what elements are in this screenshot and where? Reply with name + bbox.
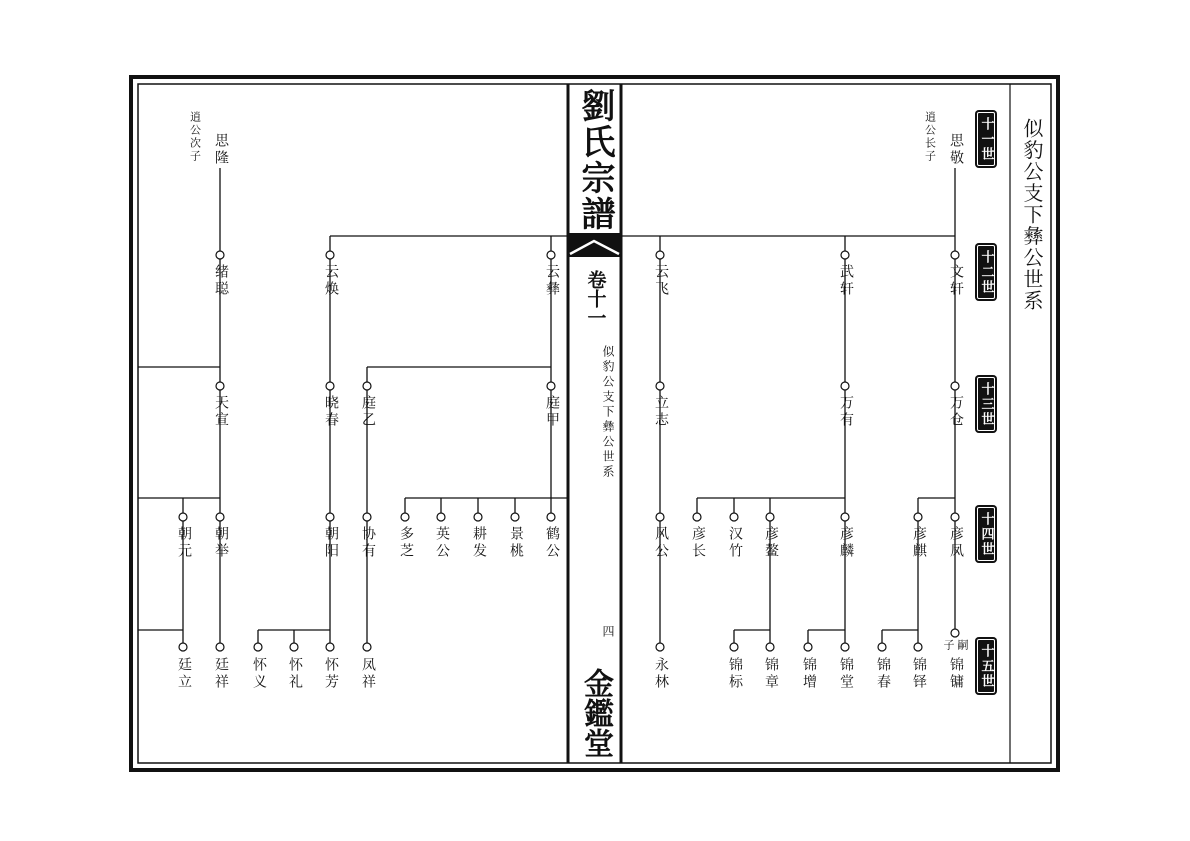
node-marker bbox=[951, 629, 959, 637]
hall-name: 金鑑堂 bbox=[578, 668, 613, 758]
person-name: 英公 bbox=[434, 526, 450, 560]
person-name: 万仓 bbox=[948, 395, 964, 429]
node-marker bbox=[474, 513, 482, 521]
generation-badge bbox=[975, 375, 997, 433]
spine-chevron bbox=[568, 233, 621, 257]
generation-badge bbox=[975, 243, 997, 301]
node-marker bbox=[656, 251, 664, 259]
node-marker bbox=[326, 251, 334, 259]
generation-label: 十一世 bbox=[978, 116, 994, 162]
node-marker bbox=[656, 382, 664, 390]
person-name: 彦麟 bbox=[838, 526, 854, 560]
person-name: 万有 bbox=[838, 395, 854, 429]
generation-label: 十三世 bbox=[978, 381, 994, 427]
node-marker bbox=[547, 382, 555, 390]
person-name: 鹤公 bbox=[544, 526, 560, 560]
person-name: 风公 bbox=[653, 526, 669, 560]
page-title: 似豹公支下彝公世系 bbox=[1020, 118, 1044, 312]
ancestor-note: 逍公长子 bbox=[923, 111, 937, 163]
node-marker bbox=[326, 382, 334, 390]
generation-label: 十五世 bbox=[978, 643, 994, 689]
generation-badge bbox=[975, 637, 997, 695]
person-name: 怀义 bbox=[251, 657, 267, 691]
node-marker bbox=[914, 513, 922, 521]
node-marker bbox=[216, 643, 224, 651]
person-name: 多芝 bbox=[398, 526, 414, 560]
adopted-son-note: 嗣子 bbox=[942, 639, 969, 650]
person-name: 庭乙 bbox=[360, 395, 376, 429]
node-marker bbox=[401, 513, 409, 521]
person-name: 绪聪 bbox=[213, 264, 229, 298]
person-name: 廷祥 bbox=[213, 657, 229, 691]
page-number: 四 bbox=[601, 625, 615, 640]
node-marker bbox=[363, 513, 371, 521]
node-marker bbox=[363, 382, 371, 390]
generation-badge bbox=[975, 505, 997, 563]
node-marker bbox=[547, 513, 555, 521]
person-name: 彦鳌 bbox=[763, 526, 779, 560]
person-name: 云彝 bbox=[544, 264, 560, 298]
node-marker bbox=[656, 643, 664, 651]
node-marker bbox=[254, 643, 262, 651]
person-name: 汉竹 bbox=[727, 526, 743, 560]
person-name: 立志 bbox=[653, 395, 669, 429]
node-marker bbox=[841, 382, 849, 390]
node-marker bbox=[951, 251, 959, 259]
node-marker bbox=[951, 513, 959, 521]
node-marker bbox=[766, 643, 774, 651]
generation-badge bbox=[975, 110, 997, 168]
person-name: 景桃 bbox=[508, 526, 524, 560]
node-marker bbox=[216, 382, 224, 390]
node-marker bbox=[179, 643, 187, 651]
person-name: 天宣 bbox=[213, 395, 229, 429]
person-name: 锦堂 bbox=[838, 657, 854, 691]
person-name: 锦增 bbox=[801, 657, 817, 691]
node-marker bbox=[326, 643, 334, 651]
person-name: 文轩 bbox=[948, 264, 964, 298]
left-tree-connectors bbox=[138, 168, 568, 643]
node-marker bbox=[841, 513, 849, 521]
node-marker bbox=[841, 643, 849, 651]
right-tree-connectors bbox=[660, 168, 955, 643]
section-label: 似豹公支下彝公世系 bbox=[601, 345, 615, 480]
volume-label: 卷十一 bbox=[584, 270, 607, 327]
clan-title: 劉氏宗譜 bbox=[575, 88, 615, 232]
node-marker bbox=[511, 513, 519, 521]
ancestor-name: 思敬 bbox=[948, 133, 964, 167]
person-name: 朝举 bbox=[213, 526, 229, 560]
person-name: 云焕 bbox=[323, 264, 339, 298]
person-name: 武轩 bbox=[838, 264, 854, 298]
generation-label: 十二世 bbox=[978, 249, 994, 295]
node-marker bbox=[437, 513, 445, 521]
node-marker bbox=[878, 643, 886, 651]
node-marker bbox=[216, 513, 224, 521]
person-name: 协有 bbox=[360, 526, 376, 560]
node-marker bbox=[326, 513, 334, 521]
generation-label: 十四世 bbox=[978, 511, 994, 557]
node-marker bbox=[804, 643, 812, 651]
node-marker bbox=[730, 513, 738, 521]
person-name: 锦春 bbox=[875, 657, 891, 691]
person-name: 永林 bbox=[653, 657, 669, 691]
ancestor-name: 思隆 bbox=[213, 133, 229, 167]
node-marker bbox=[730, 643, 738, 651]
node-marker bbox=[179, 513, 187, 521]
person-name: 晓春 bbox=[323, 395, 339, 429]
node-marker bbox=[290, 643, 298, 651]
person-name: 锦章 bbox=[763, 657, 779, 691]
person-name: 锦铎 bbox=[911, 657, 927, 691]
person-name: 彦麒 bbox=[911, 526, 927, 560]
node-marker bbox=[656, 513, 664, 521]
person-name: 锦镛 bbox=[948, 657, 964, 691]
node-marker bbox=[693, 513, 701, 521]
node-marker bbox=[216, 251, 224, 259]
node-marker bbox=[914, 643, 922, 651]
person-name: 锦标 bbox=[727, 657, 743, 691]
person-name: 彦凤 bbox=[948, 526, 964, 560]
node-marker bbox=[951, 382, 959, 390]
person-name: 怀芳 bbox=[323, 657, 339, 691]
person-name: 云飞 bbox=[653, 264, 669, 298]
person-name: 朝阳 bbox=[323, 526, 339, 560]
node-marker bbox=[766, 513, 774, 521]
node-marker bbox=[547, 251, 555, 259]
person-name: 廷立 bbox=[176, 657, 192, 691]
person-name: 朝元 bbox=[176, 526, 192, 560]
ancestor-note: 逍公次子 bbox=[188, 111, 202, 163]
node-marker bbox=[363, 643, 371, 651]
person-name: 怀礼 bbox=[287, 657, 303, 691]
person-name: 彦长 bbox=[690, 526, 706, 560]
person-name: 庭甲 bbox=[544, 395, 560, 429]
person-name: 耕发 bbox=[471, 526, 487, 560]
person-name: 凤祥 bbox=[360, 657, 376, 691]
node-marker bbox=[841, 251, 849, 259]
